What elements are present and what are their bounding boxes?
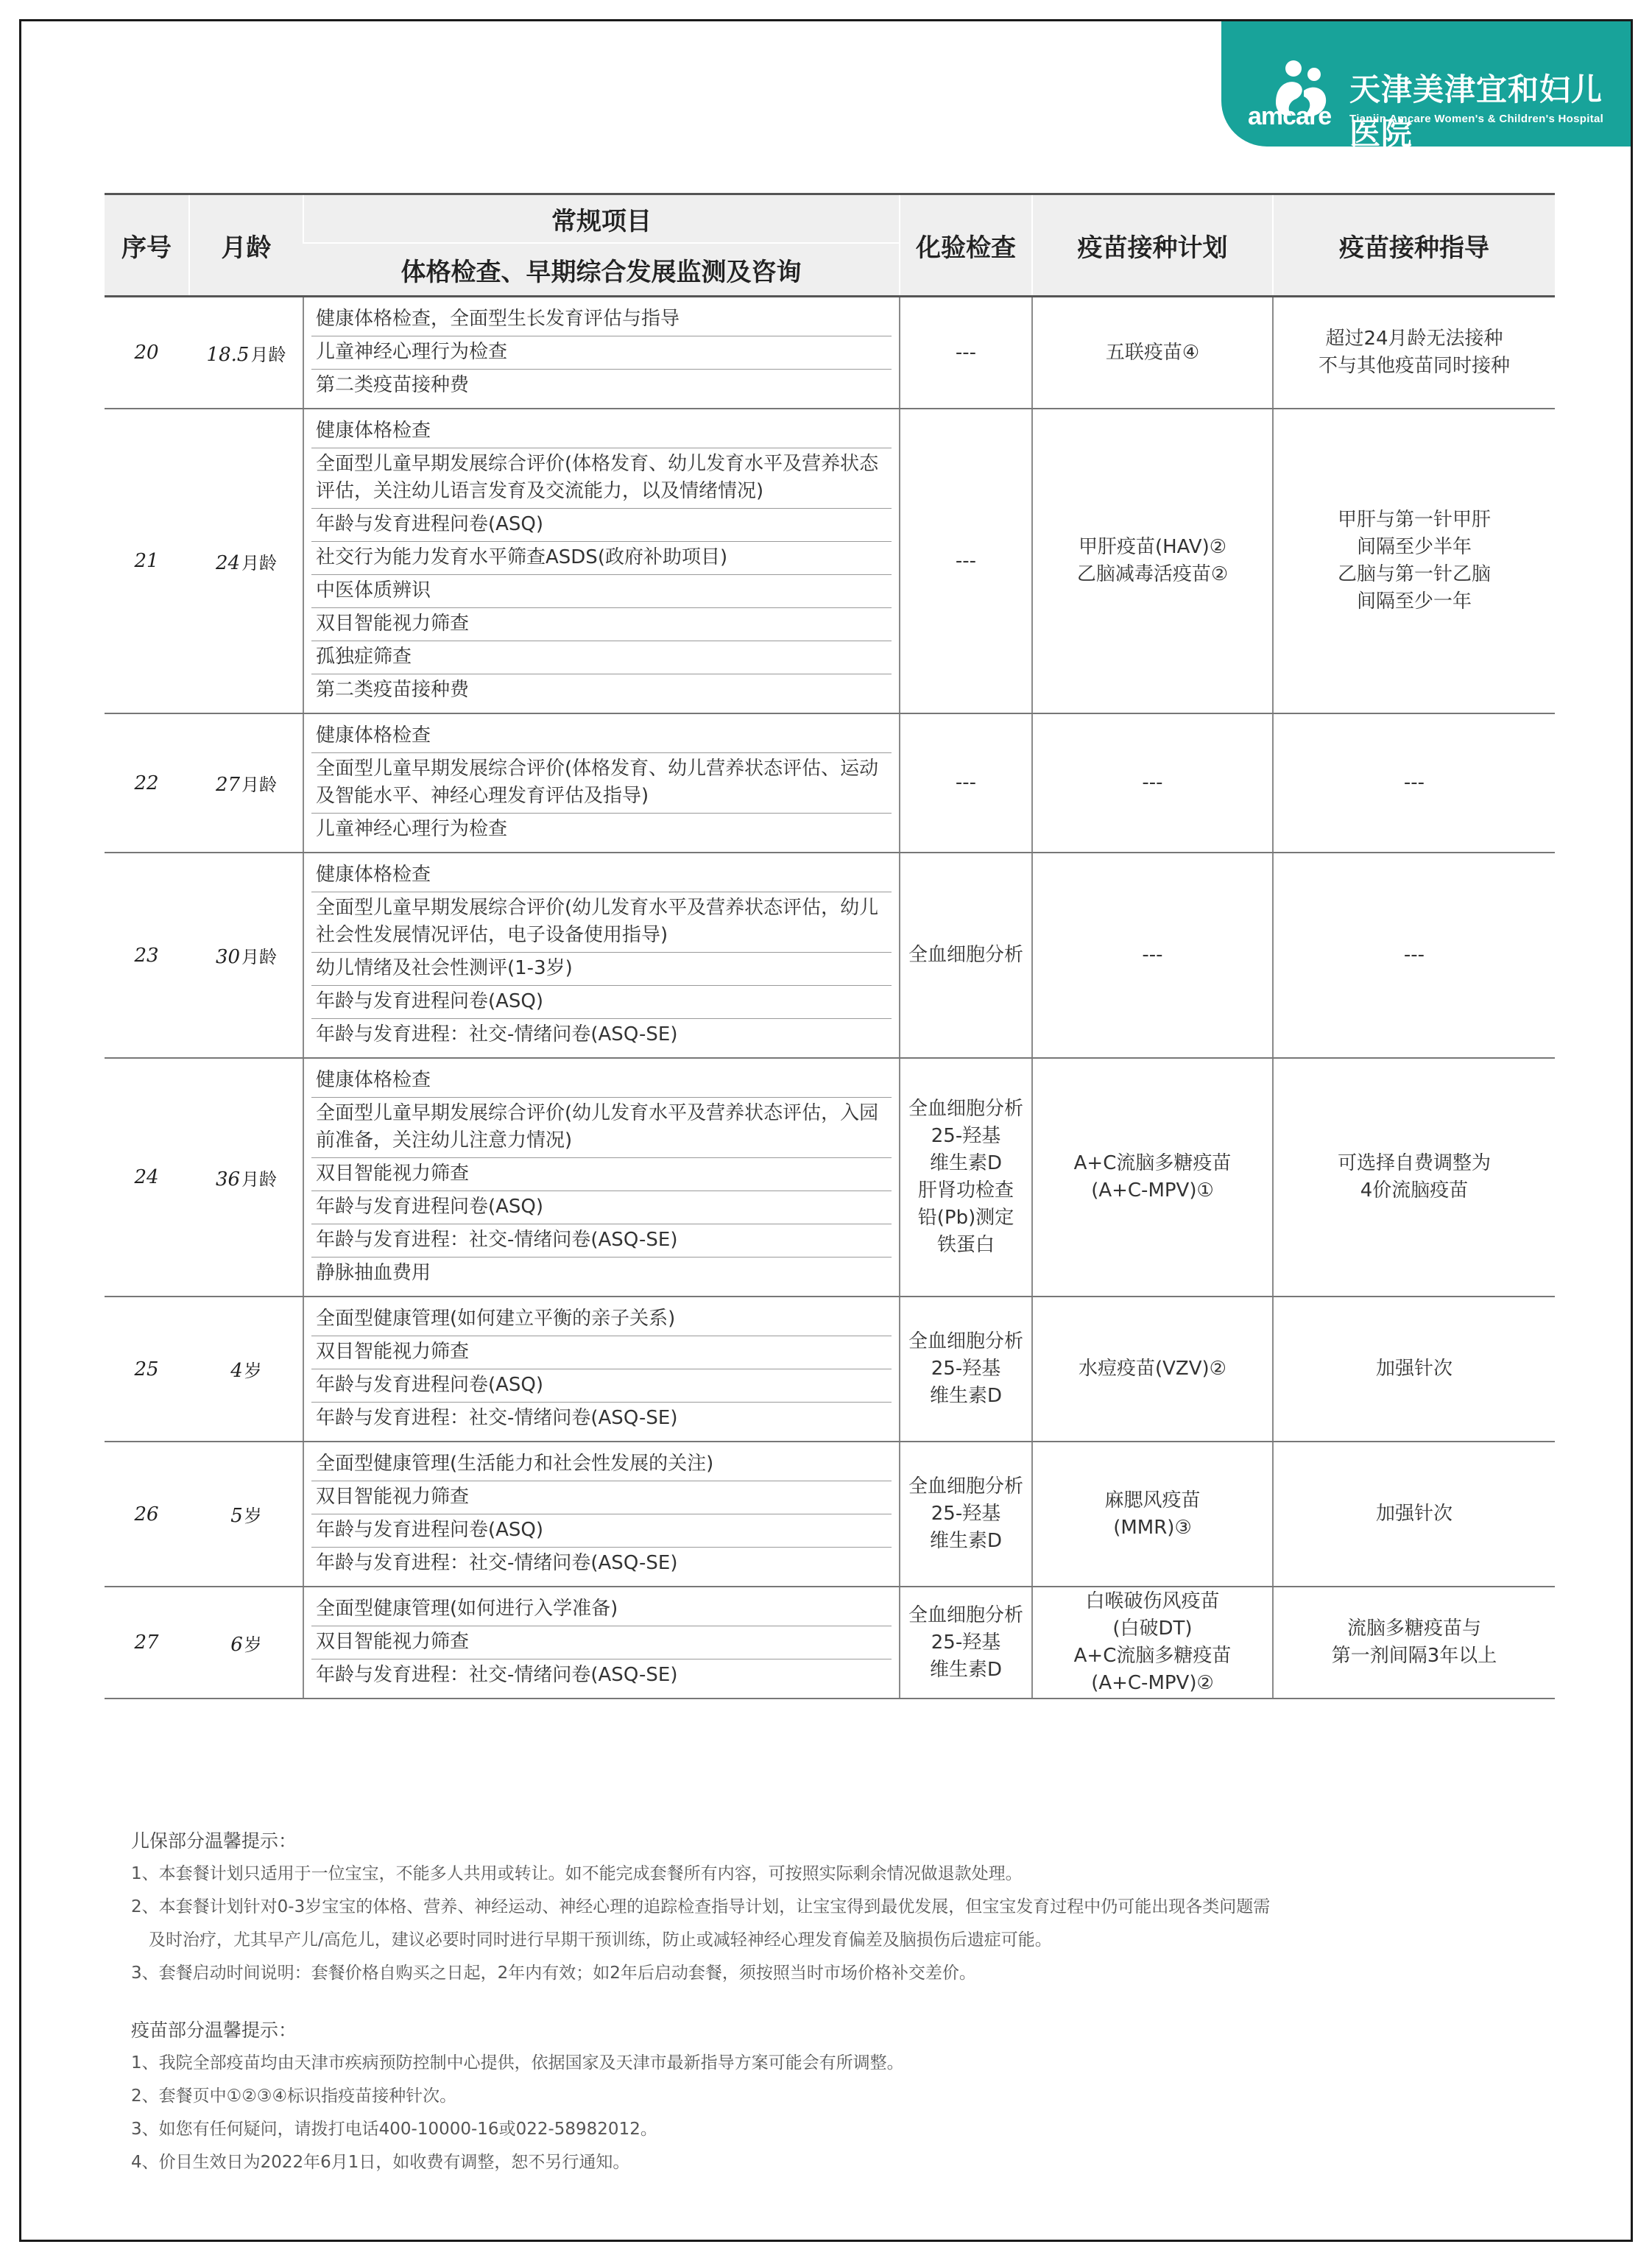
row-vaccine-guide — [1273, 1297, 1555, 1442]
row-seq: 25 — [105, 1297, 189, 1442]
row-lab-text: 全血细胞分析 — [908, 944, 1023, 966]
header-lab: 化验检查 — [900, 194, 1032, 297]
row-vaccine-plan — [1032, 409, 1273, 713]
routine-item: 双目智能视力筛查 — [311, 608, 892, 641]
age-unit: 月龄 — [250, 344, 286, 365]
row-vaccine-guide-text: 加强针次 — [1375, 1358, 1452, 1380]
row-vaccine-plan — [1032, 297, 1273, 409]
row-seq: 20 — [105, 297, 189, 409]
header-vaccine-plan: 疫苗接种计划 — [1032, 194, 1273, 297]
row-vaccine-plan-text: 五联疫苗④ — [1105, 341, 1200, 364]
row-vaccine-plan-text: --- — [1142, 944, 1163, 966]
row-age — [189, 1297, 303, 1442]
age-unit: 月龄 — [241, 775, 278, 795]
row-vaccine-guide-text: 甲肝与第一针甲肝 间隔至少半年 乙脑与第一针乙脑 间隔至少一年 — [1337, 509, 1491, 613]
vaccine-notes — [131, 2014, 904, 2179]
row-age — [189, 1442, 303, 1587]
vaccine-notes-title: 疫苗部分温馨提示： — [131, 2020, 297, 2041]
routine-item: 幼儿情绪及社会性测评(1-3岁) — [311, 953, 892, 986]
header-age: 月龄 — [189, 194, 303, 297]
routine-item: 健康体格检查，全面型生长发育评估与指导 — [311, 303, 892, 336]
row-vaccine-plan-text: 麻腮风疫苗 (MMR)③ — [1104, 1489, 1201, 1539]
row-vaccine-plan-text: A+C流脑多糖疫苗 (A+C-MPV)① — [1073, 1152, 1232, 1202]
row-routine-items — [303, 1587, 900, 1699]
row-vaccine-guide-text: 流脑多糖疫苗与 第一剂间隔3年以上 — [1331, 1618, 1497, 1667]
routine-item: 社交行为能力发育水平筛查ASDS(政府补助项目) — [311, 542, 892, 575]
age-value: 24 — [215, 551, 241, 574]
row-routine-items — [303, 409, 900, 713]
row-vaccine-guide — [1273, 1442, 1555, 1587]
routine-item: 双目智能视力筛查 — [311, 1158, 892, 1191]
row-lab — [900, 1442, 1032, 1587]
age-unit: 月龄 — [241, 947, 278, 967]
row-vaccine-plan-text: 白喉破伤风疫苗 (白破DT) A+C流脑多糖疫苗 (A+C-MPV)② — [1073, 1590, 1232, 1694]
row-vaccine-plan — [1032, 1587, 1273, 1699]
row-routine-items — [303, 853, 900, 1058]
routine-item: 双目智能视力筛查 — [311, 1336, 892, 1369]
row-vaccine-plan — [1032, 1442, 1273, 1587]
row-vaccine-plan — [1032, 713, 1273, 853]
routine-item: 双目智能视力筛查 — [311, 1626, 892, 1659]
routine-item: 年龄与发育进程：社交-情绪问卷(ASQ-SE) — [316, 1023, 678, 1045]
routine-item: 儿童神经心理行为检查 — [311, 336, 892, 370]
row-lab — [900, 297, 1032, 409]
child-note-line: 1、本套餐计划只适用于一位宝宝，不能多人共用或转让。如不能完成套餐所有内容，可按照实际剩余情况做退款处理。 — [131, 1864, 1023, 1883]
checkup-plan-table — [105, 193, 1555, 1699]
hospital-name-cn: 天津美津宜和妇儿医院 — [1349, 71, 1603, 152]
hospital-brand — [1221, 21, 1631, 152]
row-vaccine-plan — [1032, 1297, 1273, 1442]
row-age — [189, 853, 303, 1058]
routine-item: 年龄与发育进程：社交-情绪问卷(ASQ-SE) — [316, 1664, 678, 1686]
age-value: 27 — [215, 774, 241, 796]
vaccine-note-line: 4、价目生效日为2022年6月1日，如收费有调整，恕不另行通知。 — [131, 2153, 630, 2172]
routine-item: 年龄与发育进程问卷(ASQ) — [311, 1369, 892, 1403]
row-lab-text: 全血细胞分析 25-羟基 维生素D — [908, 1330, 1023, 1407]
routine-item: 第二类疫苗接种费 — [316, 679, 470, 701]
row-lab — [900, 1297, 1032, 1442]
child-note-line: 3、套餐启动时间说明：套餐价格自购买之日起，2年内有效；如2年后启动套餐，须按照当时市场价格补交差价。 — [131, 1964, 976, 1983]
routine-item: 全面型健康管理(如何建立平衡的亲子关系) — [311, 1303, 892, 1336]
routine-item: 健康体格检查 — [311, 415, 892, 448]
hospital-name-en: Tianjin Amcare Women's & Children's Hospital — [1349, 113, 1604, 125]
routine-item: 年龄与发育进程：社交-情绪问卷(ASQ-SE) — [316, 1552, 678, 1574]
routine-item: 年龄与发育进程：社交-情绪问卷(ASQ-SE) — [316, 1407, 678, 1429]
row-lab — [900, 1587, 1032, 1699]
age-value: 6 — [230, 1633, 243, 1656]
row-lab-text: 全血细胞分析 25-羟基 维生素D 肝肾功检查 铅(Pb)测定 铁蛋白 — [908, 1098, 1023, 1256]
row-seq: 22 — [105, 713, 189, 853]
routine-item: 儿童神经心理行为检查 — [316, 818, 508, 840]
row-vaccine-plan — [1032, 853, 1273, 1058]
row-seq: 23 — [105, 853, 189, 1058]
row-lab-text: 全血细胞分析 25-羟基 维生素D — [908, 1604, 1023, 1681]
row-seq: 24 — [105, 1058, 189, 1297]
row-lab-text: --- — [955, 772, 977, 794]
routine-item: 静脉抽血费用 — [316, 1262, 431, 1284]
row-vaccine-plan-text: --- — [1142, 772, 1163, 794]
row-age — [189, 297, 303, 409]
table-row — [105, 1442, 1555, 1587]
row-seq: 27 — [105, 1587, 189, 1699]
row-routine-items — [303, 1058, 900, 1297]
row-vaccine-guide — [1273, 1058, 1555, 1297]
row-vaccine-plan-text: 甲肝疫苗(HAV)② 乙脑减毒活疫苗② — [1076, 536, 1229, 585]
age-value: 4 — [230, 1360, 243, 1382]
row-seq: 26 — [105, 1442, 189, 1587]
row-vaccine-plan — [1032, 1058, 1273, 1297]
routine-item: 健康体格检查 — [311, 1065, 892, 1098]
age-unit: 岁 — [244, 1506, 262, 1526]
routine-item: 年龄与发育进程：社交-情绪问卷(ASQ-SE) — [311, 1224, 892, 1258]
row-vaccine-plan-text: 水痘疫苗(VZV)② — [1079, 1358, 1226, 1380]
routine-item: 全面型儿童早期发展综合评价(体格发育、幼儿营养状态评估、运动及智能水平、神经心理发育评估及指导) — [311, 753, 892, 814]
row-routine-items — [303, 1442, 900, 1587]
vaccine-note-line: 3、如您有任何疑问，请拨打电话400-10000-16或022-58982012。 — [131, 2120, 657, 2139]
routine-item: 双目智能视力筛查 — [311, 1481, 892, 1514]
table-row — [105, 1058, 1555, 1297]
child-notes-title: 儿保部分温馨提示： — [131, 1830, 297, 1852]
row-lab — [900, 409, 1032, 713]
row-age — [189, 1058, 303, 1297]
amcare-logo-text: amcare — [1248, 102, 1332, 130]
routine-item: 第二类疫苗接种费 — [316, 374, 470, 396]
row-vaccine-guide — [1273, 409, 1555, 713]
row-lab-text: 全血细胞分析 25-羟基 维生素D — [908, 1475, 1023, 1552]
age-value: 30 — [215, 946, 241, 968]
age-unit: 岁 — [244, 1361, 262, 1381]
table-row — [105, 713, 1555, 853]
row-seq: 21 — [105, 409, 189, 713]
row-vaccine-guide — [1273, 297, 1555, 409]
row-routine-items — [303, 297, 900, 409]
age-value: 36 — [215, 1168, 241, 1191]
row-lab-text: --- — [955, 549, 977, 572]
row-age — [189, 409, 303, 713]
row-vaccine-guide — [1273, 713, 1555, 853]
routine-item: 全面型儿童早期发展综合评价(幼儿发育水平及营养状态评估，幼儿社会性发展情况评估，电子设备使用指导) — [311, 892, 892, 953]
age-value: 5 — [230, 1505, 243, 1527]
table-row — [105, 1297, 1555, 1442]
row-vaccine-guide-text: 可选择自费调整为 4价流脑疫苗 — [1337, 1152, 1491, 1202]
age-unit: 月龄 — [241, 552, 278, 574]
vaccine-note-line: 1、我院全部疫苗均由天津市疾病预防控制中心提供，依据国家及天津市最新指导方案可能会有所调整。 — [131, 2053, 904, 2073]
row-routine-items — [303, 1297, 900, 1442]
row-vaccine-guide-text: --- — [1403, 944, 1425, 966]
routine-item: 中医体质辨识 — [311, 575, 892, 608]
routine-item: 年龄与发育进程问卷(ASQ) — [311, 1191, 892, 1224]
child-note-line: 2、本套餐计划针对0-3岁宝宝的体格、营养、神经运动、神经心理的追踪检查指导计划，让宝宝得到最优发展，但宝宝发育过程中仍可能出现各类问题需 — [131, 1897, 1271, 1916]
routine-item: 健康体格检查 — [311, 859, 892, 892]
age-value: 18.5 — [206, 343, 250, 366]
routine-item: 全面型儿童早期发展综合评价(体格发育、幼儿发育水平及营养状态评估，关注幼儿语言发育及交流能力，以及情绪情况) — [311, 448, 892, 509]
table-row — [105, 853, 1555, 1058]
row-lab — [900, 1058, 1032, 1297]
table-row — [105, 1587, 1555, 1699]
row-lab — [900, 853, 1032, 1058]
routine-item: 孤独症筛查 — [311, 641, 892, 674]
row-vaccine-guide-text: 超过24月龄无法接种 不与其他疫苗同时接种 — [1318, 328, 1510, 377]
row-vaccine-guide — [1273, 853, 1555, 1058]
header-seq: 序号 — [105, 194, 189, 297]
age-unit: 岁 — [244, 1634, 262, 1655]
row-vaccine-guide-text: 加强针次 — [1375, 1503, 1452, 1525]
table-row — [105, 297, 1555, 409]
age-unit: 月龄 — [241, 1168, 278, 1190]
table-row — [105, 409, 1555, 713]
header-routine: 常规项目 — [303, 194, 900, 244]
header-vaccine-guide: 疫苗接种指导 — [1273, 194, 1555, 297]
row-vaccine-guide-text: --- — [1403, 772, 1425, 794]
row-age — [189, 713, 303, 853]
header-routine-sub: 体格检查、早期综合发展监测及咨询 — [303, 243, 900, 297]
row-lab — [900, 713, 1032, 853]
child-note-line: 及时治疗，尤其早产儿/高危儿，建议必要时同时进行早期干预训练，防止或减轻神经心理发育偏差及脑损伤后遗症可能。 — [149, 1930, 1052, 1950]
child-care-notes — [131, 1824, 1270, 1990]
row-lab-text: --- — [955, 341, 977, 364]
row-age — [189, 1587, 303, 1699]
routine-item: 全面型儿童早期发展综合评价(幼儿发育水平及营养状态评估，入园前准备，关注幼儿注意力情况) — [311, 1098, 892, 1158]
routine-item: 年龄与发育进程问卷(ASQ) — [311, 986, 892, 1019]
routine-item: 年龄与发育进程问卷(ASQ) — [311, 509, 892, 542]
routine-item: 全面型健康管理(生活能力和社会性发展的关注) — [311, 1448, 892, 1481]
routine-item: 健康体格检查 — [311, 720, 892, 753]
vaccine-note-line: 2、套餐页中①②③④标识指疫苗接种针次。 — [131, 2087, 457, 2106]
row-vaccine-guide — [1273, 1587, 1555, 1699]
routine-item: 年龄与发育进程问卷(ASQ) — [311, 1514, 892, 1548]
routine-item: 全面型健康管理(如何进行入学准备) — [311, 1593, 892, 1626]
row-routine-items — [303, 713, 900, 853]
